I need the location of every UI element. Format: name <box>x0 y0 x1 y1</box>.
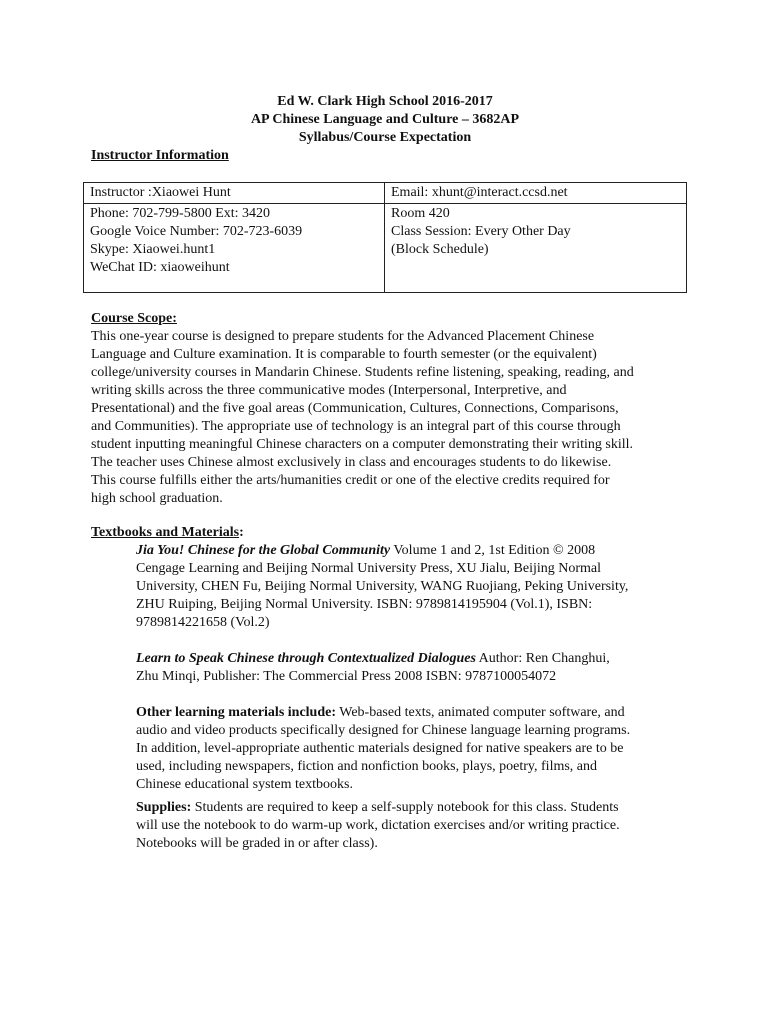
instructor-info-table <box>83 182 687 293</box>
book1-line: University, CHEN Fu, Beijing Normal University, WANG Ruojiang, Peking University, <box>136 579 629 594</box>
textbooks-heading: Textbooks and Materials <box>91 525 240 540</box>
skype: Skype: Xiaowei.hunt1 <box>90 242 216 257</box>
block-schedule: (Block Schedule) <box>391 242 489 257</box>
book1-line: ZHU Ruiping, Beijing Normal University. ISBN: 9789814195904 (Vol.1), ISBN: <box>136 597 593 612</box>
instructor-name: Instructor :Xiaowei Hunt <box>90 185 231 200</box>
other-materials-text: Web-based texts, animated computer software, and <box>336 705 625 720</box>
textbooks-heading-line <box>91 524 691 542</box>
scope-line: Presentational) and the five goal areas (Communication, Cultures, Connections, Comparisons, <box>91 401 619 416</box>
email-cell <box>385 183 687 204</box>
book1-entry <box>136 542 691 632</box>
other-line: In addition, level-appropriate authentic materials designed for native speakers are to be <box>136 741 624 756</box>
book1-title: Jia You! Chinese for the Global Community <box>136 543 391 558</box>
other-first-line <box>136 704 691 722</box>
google-voice: Google Voice Number: 702-723-6039 <box>90 224 303 239</box>
supplies-line: will use the notebook to do warm-up work, dictation exercises and/or writing practice. <box>136 818 620 833</box>
scope-line: and Communities). The appropriate use of technology is an integral part of this course through <box>91 419 621 434</box>
room: Room 420 <box>391 206 450 221</box>
book1-edition: Volume 1 and 2, 1st Edition © 2008 <box>390 543 596 558</box>
other-line: used, including newspapers, fiction and nonfiction books, plays, poetry, films, and <box>136 759 598 774</box>
scope-line: high school graduation. <box>91 491 223 506</box>
phone: Phone: 702-799-5800 Ext: 3420 <box>90 206 271 221</box>
book2-first-line <box>136 650 691 668</box>
book2-author: Author: Ren Changhui, <box>475 651 610 666</box>
book1-line: 9789814221658 (Vol.2) <box>136 615 270 630</box>
book2-entry <box>136 650 691 686</box>
other-line: audio and video products specifically designed for Chinese language learning programs. <box>136 723 631 738</box>
supplies-entry <box>136 799 691 853</box>
contact-details-cell <box>84 204 385 293</box>
course-scope-section <box>91 310 691 508</box>
scope-line: This one-year course is designed to prepare students for the Advanced Placement Chinese <box>91 329 595 344</box>
book1-first-line <box>136 542 691 560</box>
supplies-first-line <box>136 799 691 817</box>
other-materials-entry <box>136 704 691 794</box>
class-details-cell <box>385 204 687 293</box>
book1-line: Cengage Learning and Beijing Normal University Press, XU Jialu, Beijing Normal <box>136 561 602 576</box>
textbooks-section <box>91 524 691 853</box>
class-session: Class Session: Every Other Day <box>391 224 571 239</box>
other-materials-label: Other learning materials include: <box>136 705 336 720</box>
scope-line: Language and Culture examination. It is comparable to fourth semester (or the equivalent) <box>91 347 597 362</box>
wechat: WeChat ID: xiaoweihunt <box>90 260 230 275</box>
scope-line: college/university courses in Mandarin Chinese. Students refine listening, speaking, reading, and <box>91 365 634 380</box>
instructor-email: Email: xhunt@interact.ccsd.net <box>391 185 568 200</box>
book2-title: Learn to Speak Chinese through Contextualized Dialogues <box>136 651 476 666</box>
instructor-info-heading: Instructor Information <box>91 148 229 163</box>
scope-line: writing skills across the three communicative modes (Interpersonal, Interpretive, and <box>91 383 567 398</box>
scope-line: The teacher uses Chinese almost exclusively in class and encourages students to do likewise. <box>91 455 612 470</box>
supplies-text: Students are required to keep a self-supply notebook for this class. Students <box>191 800 619 815</box>
textbooks-heading-colon: : <box>239 525 244 540</box>
supplies-label: Supplies: <box>136 800 192 815</box>
syllabus-title: Syllabus/Course Expectation <box>298 130 472 145</box>
school-title: Ed W. Clark High School 2016-2017 <box>277 94 493 109</box>
course-title: AP Chinese Language and Culture – 3682AP <box>250 112 520 127</box>
scope-line: student inputting meaningful Chinese characters on a computer demonstrating their writing skill. <box>91 437 633 452</box>
other-line: Chinese educational system textbooks. <box>136 777 353 792</box>
scope-line: This course fulfills either the arts/humanities credit or one of the elective credits required for <box>91 473 610 488</box>
course-scope-heading: Course Scope: <box>91 311 177 326</box>
instructor-name-cell <box>84 183 385 204</box>
supplies-line: Notebooks will be graded in or after class). <box>136 836 378 851</box>
document-header <box>0 93 770 147</box>
book2-line: Zhu Minqi, Publisher: The Commercial Press 2008 ISBN: 9787100054072 <box>136 669 557 684</box>
